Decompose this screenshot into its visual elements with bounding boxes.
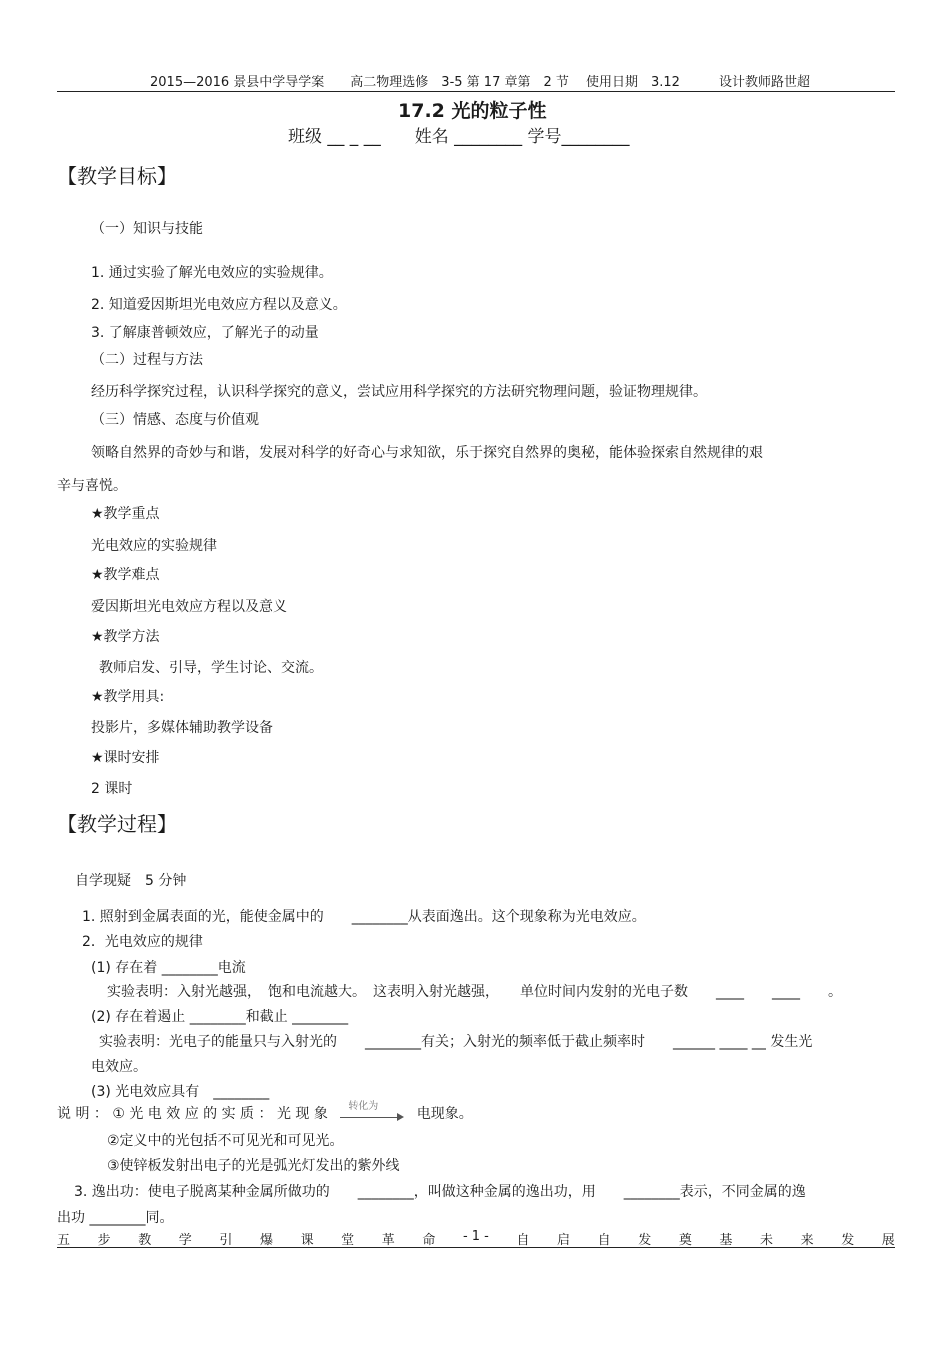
objective-item-3: 3. 了解康普顿效应，了解光子的动量 xyxy=(91,325,319,341)
footer-char: 基 xyxy=(719,1233,733,1248)
conversion-arrow-label: 转化为 xyxy=(348,1101,379,1112)
footer-char: 未 xyxy=(760,1233,774,1248)
footer-char: 自 xyxy=(597,1233,611,1248)
footer-char: 爆 xyxy=(259,1233,273,1248)
note-1 xyxy=(57,1103,473,1125)
question-2-2-explanation-cont: 电效应。 xyxy=(91,1059,147,1075)
key-point-text: 光电效应的实验规律 xyxy=(91,538,217,554)
note-2: ②定义中的光包括不可见光和可见光。 xyxy=(107,1133,344,1149)
objective-part-3: （三）情感、态度与价值观 xyxy=(91,412,259,428)
footer-slogan xyxy=(57,1229,895,1248)
question-2-2: (2) 存在着遏止 ________和截止 ________ xyxy=(91,1009,349,1025)
difficulty-text: 爱因斯坦光电效应方程以及意义 xyxy=(91,599,287,615)
footer-char: 发 xyxy=(638,1233,652,1248)
question-2-2-explanation: 实验表明：光电子的能量只与入射光的 ________有关；入射光的频率低于截止频率时 ______ ____ __ 发生光 xyxy=(99,1034,813,1050)
page-title: 17.2 光的粒子性 xyxy=(398,100,547,122)
objective-part-1: （一）知识与技能 xyxy=(91,221,203,237)
schedule-text: 2 课时 xyxy=(91,781,133,797)
objective-item-2: 2. 知道爱因斯坦光电效应方程以及意义。 xyxy=(91,297,347,313)
question-2-1-explanation: 实验表明：入射光越强， 饱和电流越大。 这表明入射光越强， 单位时间内发射的光电子数 ____ ____ 。 xyxy=(107,984,842,1000)
objective-part-2: （二）过程与方法 xyxy=(91,352,203,368)
footer-char: 引 xyxy=(219,1233,233,1248)
footer-char: 来 xyxy=(800,1233,814,1248)
note-1-suffix: 电现象。 xyxy=(416,1106,473,1122)
footer-char: 奠 xyxy=(678,1233,692,1248)
footer-char: 五 xyxy=(57,1233,71,1248)
objective-part-3-text-cont: 辛与喜悦。 xyxy=(57,478,127,494)
footer-char: 学 xyxy=(178,1233,192,1248)
footer-char: 发 xyxy=(841,1233,855,1248)
footer-char: 启 xyxy=(557,1233,571,1248)
footer-char: 自 xyxy=(516,1233,530,1248)
question-2-3: (3) 光电效应具有 ________ xyxy=(91,1084,270,1100)
question-1: 1. 照射到金属表面的光，能使金属中的 ________从表面逸出。这个现象称为光电效应。 xyxy=(82,909,646,925)
method-label: ★教学方法 xyxy=(91,629,160,645)
question-2-1: (1) 存在着 ________电流 xyxy=(91,960,246,976)
difficulty-label: ★教学难点 xyxy=(91,567,160,583)
objective-part-3-text: 领略自然界的奇妙与和谐，发展对科学的好奇心与求知欲，乐于探究自然界的奥秘，能体验探索自然规律的艰 xyxy=(91,445,763,461)
header-rule xyxy=(57,91,895,92)
question-3: 3. 逸出功：使电子脱离某种金属所做功的 ________，叫做这种金属的逸出功，用 ________表示，不同金属的逸 xyxy=(74,1184,806,1200)
header-line: 2015—2016 景县中学导学案 高二物理选修 3-5 第 17 章第 2 节 使用日期 3.12 设计教师路世超 xyxy=(150,75,810,90)
objective-item-1: 1. 通过实验了解光电效应的实验规律。 xyxy=(91,265,333,281)
objective-part-2-text: 经历科学探究过程，认识科学探究的意义，尝试应用科学探究的方法研究物理问题，验证物理规律。 xyxy=(91,384,707,400)
question-2: 2．光电效应的规律 xyxy=(82,934,203,950)
section-heading-objectives: 【教学目标】 xyxy=(57,164,177,188)
tools-label: ★教学用具: xyxy=(91,689,165,705)
schedule-label: ★课时安排 xyxy=(91,750,160,766)
tools-text: 投影片，多媒体辅助教学设备 xyxy=(91,720,273,736)
page-number: - 1 - xyxy=(462,1229,489,1244)
footer-char: 展 xyxy=(881,1233,895,1248)
question-3-cont: 出功 ________同。 xyxy=(57,1210,174,1226)
footer-char: 步 xyxy=(97,1233,111,1248)
method-text: 教师启发、引导，学生讨论、交流。 xyxy=(99,660,323,676)
self-study-label: 自学现疑 5 分钟 xyxy=(75,873,187,889)
footer-rule xyxy=(57,1247,895,1248)
note-1-prefix: 说 明 ： ① 光 电 效 应 的 实 质 ： 光 现 象 xyxy=(57,1106,328,1122)
footer-char: 革 xyxy=(381,1233,395,1248)
footer-char: 教 xyxy=(138,1233,152,1248)
footer-char: 命 xyxy=(422,1233,436,1248)
section-heading-process: 【教学过程】 xyxy=(57,812,177,836)
student-info: 班级 __ _ __ 姓名 ________ 学号________ xyxy=(288,127,630,147)
key-point-label: ★教学重点 xyxy=(91,506,160,522)
footer-char: 课 xyxy=(300,1233,314,1248)
footer-char: 堂 xyxy=(341,1233,355,1248)
note-3: ③使锌板发射出电子的光是弧光灯发出的紫外线 xyxy=(107,1158,400,1174)
conversion-arrow-icon xyxy=(340,1103,404,1125)
